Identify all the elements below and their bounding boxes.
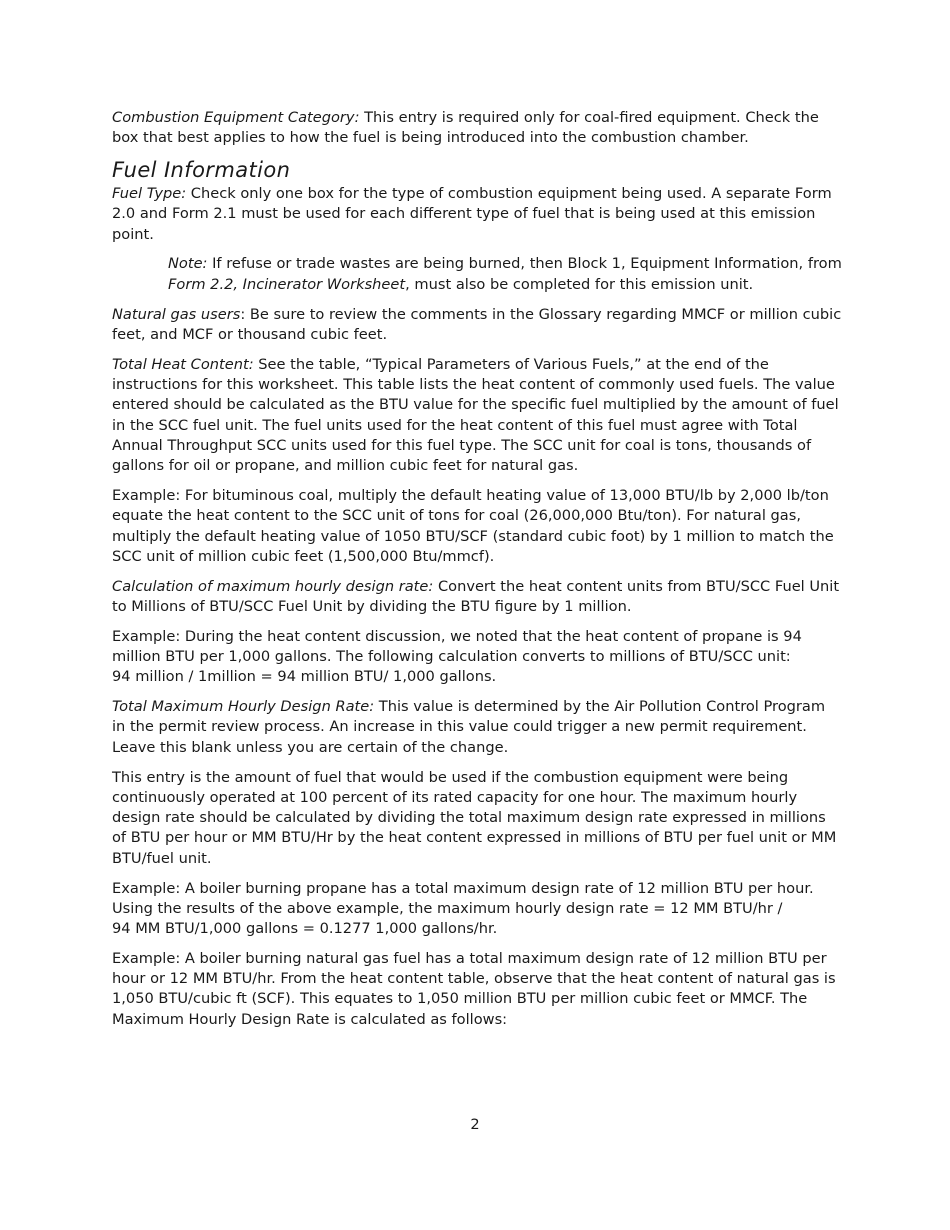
paragraph-example-boiler-natural-gas <box>112 949 842 1030</box>
paragraph-natural-gas-users <box>112 305 842 346</box>
paragraph-lead: Fuel Type: <box>112 185 187 203</box>
paragraph-text: Example: A boiler burning natural gas fuel has a total maximum design rate of 12 million BTU per hour or 12 MM BTU/hr. From the heat content table, observe that the heat content of natural gas is 1,050 BTU/cubic ft (SCF). This equates to 1,050 million BTU per million cubic feet or MMCF. The Maximum Hourly Design Rate is calculated as follows: <box>112 949 836 1028</box>
paragraph-text-line2: 94 million / 1million = 94 million BTU/ 1,000 gallons. <box>112 668 497 686</box>
paragraph-lead: Combustion Equipment Category: <box>112 109 360 126</box>
paragraph-text: Example: For bituminous coal, multiply the default heating value of 13,000 BTU/lb by 2,000 lb/ton equate the heat content to the SCC unit of tons for coal (26,000,000 Btu/ton). For natural gas, multiply the default heating value of 1050 BTU/SCF (standard cubic foot) by 1 million to match the SCC unit of million cubic feet (1,500,000 Btu/mmcf). <box>112 486 834 565</box>
paragraph-example-propane <box>112 627 842 688</box>
paragraph-total-heat-content <box>112 355 842 477</box>
form-reference: Form 2.2, Incinerator Worksheet <box>168 275 406 293</box>
paragraph-text: : Be sure to review the comments in the Glossary regarding MMCF or million cubic feet, and MCF or thousand cubic feet. <box>112 305 842 343</box>
paragraph-fuel-type <box>112 184 842 245</box>
paragraph-text-line2: 94 MM BTU/1,000 gallons = 0.1277 1,000 gallons/hr. <box>112 920 498 938</box>
paragraph-text: Convert the heat content units from BTU/SCC Fuel Unit to Millions of BTU/SCC Fuel Unit by dividing the BTU figure by 1 million. <box>112 577 840 615</box>
paragraph-example-boiler-propane <box>112 879 842 940</box>
paragraph-total-max-hourly-design-rate <box>112 697 842 758</box>
page-body <box>112 108 842 1040</box>
paragraph-text: This entry is required only for coal-fired equipment. Check the box that best applies to how the fuel is being introduced into the combustion chamber. <box>112 109 819 147</box>
paragraph-entry-definition <box>112 768 842 869</box>
note-text-after: , must also be completed for this emission unit. <box>405 275 754 293</box>
paragraph-combustion-equipment-category <box>112 108 842 149</box>
paragraph-text: This entry is the amount of fuel that would be used if the combustion equipment were being continuously operated at 100 percent of its rated capacity for one hour. The maximum hourly design rate should be calculated by dividing the total maximum design rate expressed in millions of BTU per hour or MM BTU/Hr by the heat content expressed in millions of BTU per fuel unit or MM BTU/fuel unit. <box>112 768 837 867</box>
paragraph-lead: Calculation of maximum hourly design rate: <box>112 577 434 595</box>
note-paragraph <box>168 254 842 295</box>
paragraph-lead: Natural gas users <box>112 305 241 323</box>
paragraph-example-coal-gas <box>112 486 842 567</box>
paragraph-text: This value is determined by the Air Pollution Control Program in the permit review process. An increase in this value could trigger a new permit requirement. Leave this blank unless you are certain of the change. <box>112 698 826 756</box>
paragraph-calculation-max-hourly <box>112 577 842 618</box>
note-lead: Note: <box>168 255 208 273</box>
page-number: 2 <box>470 1116 480 1133</box>
paragraph-lead: Total Maximum Hourly Design Rate: <box>112 698 375 716</box>
paragraph-text: Check only one box for the type of combustion equipment being used. A separate Form 2.0 and Form 2.1 must be used for each different type of fuel that is being used at this emission point. <box>112 185 832 243</box>
paragraph-text: Example: During the heat content discussion, we noted that the heat content of propane is 94 million BTU per 1,000 gallons. The following calculation converts to millions of BTU/SCC unit: <box>112 627 802 666</box>
paragraph-text: See the table, “Typical Parameters of Various Fuels,” at the end of the instructions for this worksheet. This table lists the heat content of commonly used fuels. The value entered should be calculated as the BTU value for the specific fuel multiplied by the amount of fuel in the SCC fuel unit. The fuel units used for the heat content of this fuel must agree with Total Annual Throughput SCC units used for this fuel type. The SCC unit for coal is tons, thousands of gallons for oil or propane, and million cubic feet for natural gas. <box>112 355 839 475</box>
paragraph-lead: Total Heat Content: <box>112 355 254 373</box>
note-text-before: If refuse or trade wastes are being burned, then Block 1, Equipment Information, from <box>207 255 842 273</box>
section-title: Fuel Information <box>112 158 291 183</box>
paragraph-text: Example: A boiler burning propane has a total maximum design rate of 12 million BTU per hour. Using the results of the above example, the maximum hourly design rate = 12 MM BTU/hr / <box>112 879 814 917</box>
